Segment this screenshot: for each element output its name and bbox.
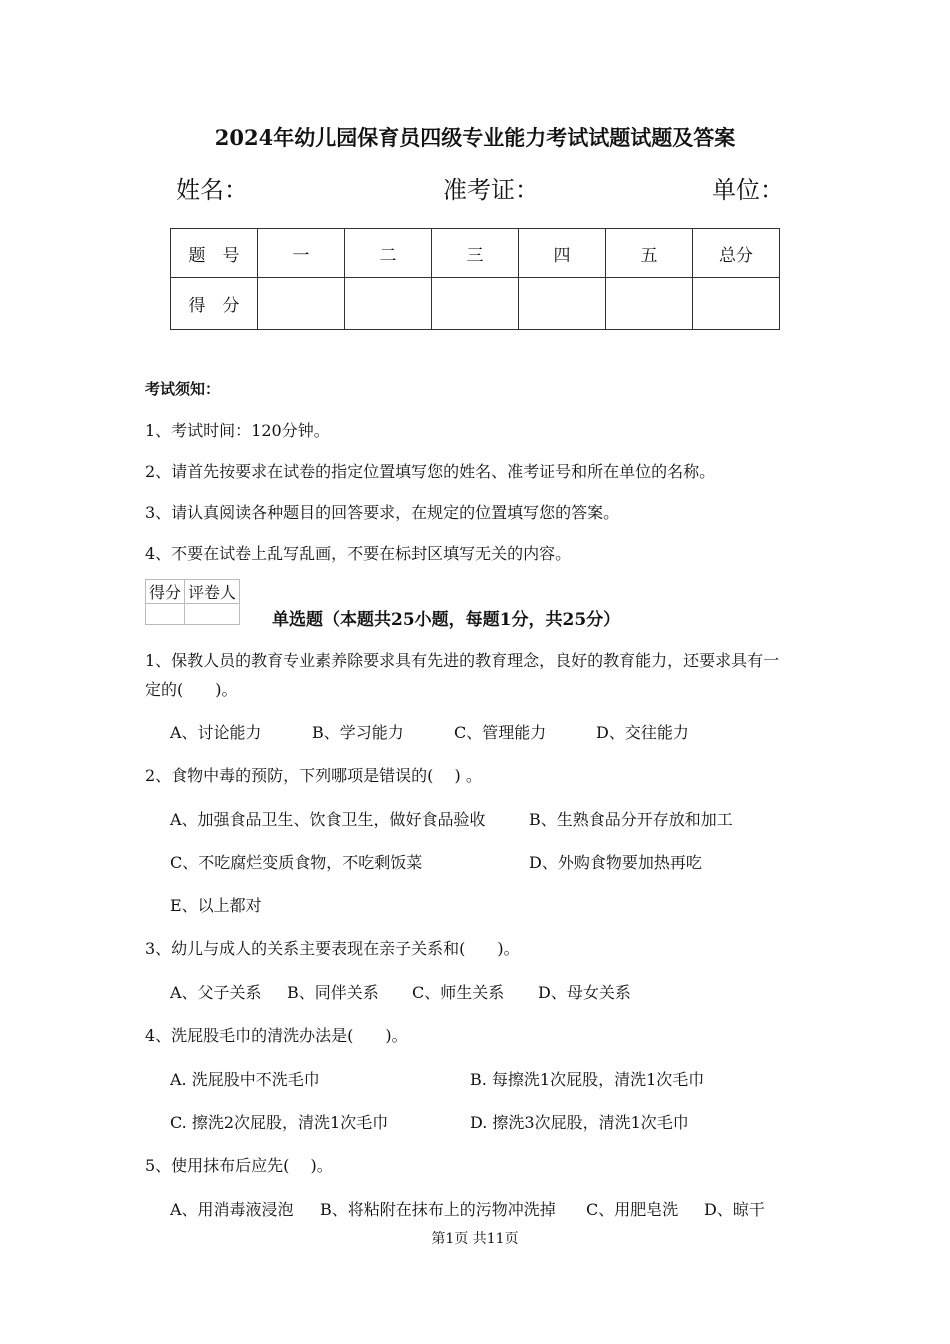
grader-table (145, 579, 240, 625)
question-2: 2、食物中毒的预防，下列哪项是错误的( ) 。 (145, 766, 482, 785)
name-label: 姓名： (176, 176, 248, 204)
score-cell: 得 分 (171, 278, 258, 330)
grader-reviewer-cell[interactable] (185, 604, 240, 625)
option: C. 擦洗2次屁股，清洗1次毛巾 (170, 1113, 389, 1132)
section-title: 单选题（本题共25小题，每题1分，共25分） (272, 610, 621, 630)
notice-item: 2、请首先按要求在试卷的指定位置填写您的姓名、准考证号和所在单位的名称。 (145, 462, 716, 481)
option: A、用消毒液浸泡 (170, 1200, 294, 1219)
option: A、加强食品卫生、饮食卫生，做好食品验收 (170, 810, 486, 829)
grader-score-cell[interactable] (146, 604, 185, 625)
notice-item: 3、请认真阅读各种题目的回答要求，在规定的位置填写您的答案。 (145, 503, 620, 522)
score-cell: 四 (519, 229, 606, 278)
option: A、讨论能力 (170, 723, 262, 742)
option: C、用肥皂洗 (586, 1200, 679, 1219)
question-5: 5、使用抹布后应先( )。 (145, 1156, 333, 1175)
option: B、学习能力 (312, 723, 404, 742)
notice-item: 1、考试时间：120分钟。 (145, 421, 330, 440)
score-input-cell[interactable] (519, 278, 606, 330)
score-cell: 题 号 (171, 229, 258, 278)
option: C、管理能力 (454, 723, 547, 742)
option: D、母女关系 (538, 983, 631, 1002)
score-table-score-row (171, 278, 780, 330)
score-input-cell[interactable] (258, 278, 345, 330)
score-cell: 总分 (693, 229, 780, 278)
score-cell: 五 (606, 229, 693, 278)
question-1: 1、保教人员的教育专业素养除要求具有先进的教育理念，良好的教育能力，还要求具有一 (145, 651, 780, 670)
notice-item: 4、不要在试卷上乱写乱画，不要在标封区填写无关的内容。 (145, 544, 572, 563)
option: D、晾干 (704, 1200, 765, 1219)
option: E、以上都对 (170, 896, 262, 915)
score-input-cell[interactable] (606, 278, 693, 330)
option: D、交往能力 (596, 723, 689, 742)
score-input-cell[interactable] (432, 278, 519, 330)
page-title: 2024年幼儿园保育员四级专业能力考试试题试题及答案 (214, 125, 736, 150)
option: A、父子关系 (170, 983, 262, 1002)
option: D、外购食物要加热再吃 (529, 853, 702, 872)
score-cell: 二 (345, 229, 432, 278)
page-footer: 第1页 共11页 (431, 1231, 519, 1247)
option: A. 洗屁股中不洗毛巾 (170, 1070, 320, 1089)
option: C、师生关系 (412, 983, 505, 1002)
notice-heading: 考试须知： (145, 380, 221, 398)
score-input-cell[interactable] (345, 278, 432, 330)
grader-reviewer-label: 评卷人 (185, 580, 240, 604)
score-input-cell[interactable] (693, 278, 780, 330)
question-1-cont: 定的( )。 (145, 680, 238, 699)
option: B、将粘附在抹布上的污物冲洗掉 (320, 1200, 556, 1219)
score-cell: 一 (258, 229, 345, 278)
option: C、不吃腐烂变质食物，不吃剩饭菜 (170, 853, 423, 872)
score-table (170, 228, 780, 330)
score-cell: 三 (432, 229, 519, 278)
option: D. 擦洗3次屁股，清洗1次毛巾 (470, 1113, 689, 1132)
exam-id-label: 准考证： (443, 176, 539, 204)
unit-label: 单位： (712, 176, 784, 204)
question-3: 3、幼儿与成人的关系主要表现在亲子关系和( )。 (145, 939, 520, 958)
grader-score-label: 得分 (146, 580, 185, 604)
question-4: 4、洗屁股毛巾的清洗办法是( )。 (145, 1026, 408, 1045)
option: B. 每擦洗1次屁股，清洗1次毛巾 (470, 1070, 705, 1089)
option: B、生熟食品分开存放和加工 (529, 810, 733, 829)
score-table-header-row (171, 229, 780, 278)
option: B、同伴关系 (287, 983, 379, 1002)
